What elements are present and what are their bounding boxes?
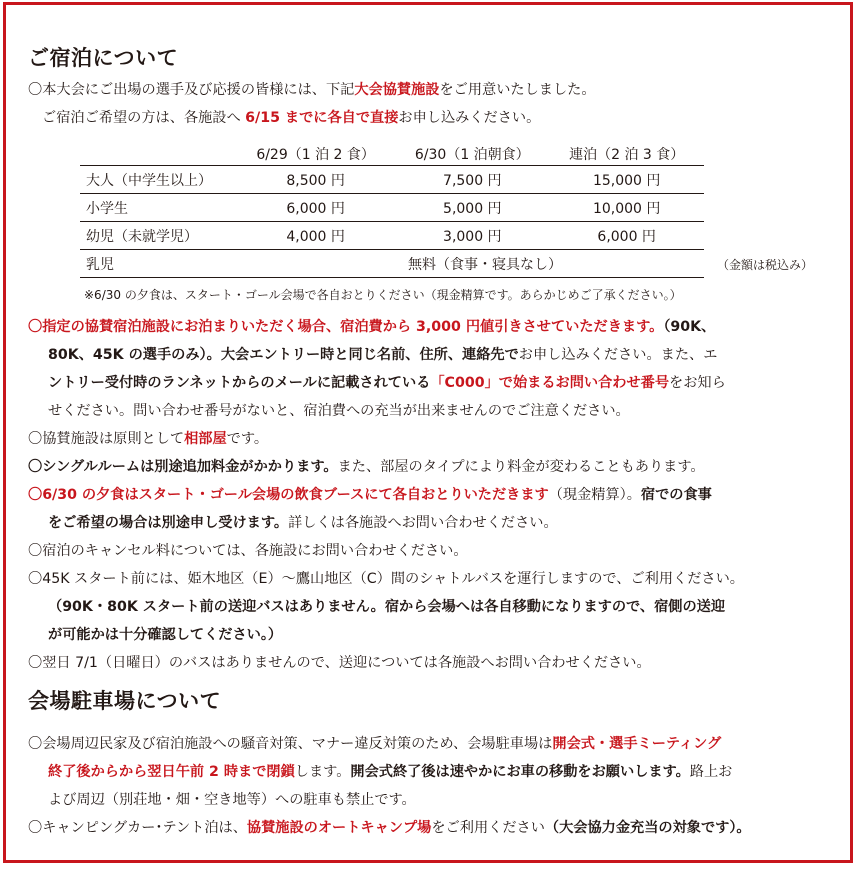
tax-note: （金額は税込み）: [717, 258, 814, 272]
intro1-text: 〇本大会にご出場の選手及び応援の皆様には、下記: [28, 82, 355, 98]
parking-heading: 会場駐車場について: [28, 689, 222, 713]
single-room-bold: 〇シングルルームは別途追加料金がかかります。: [28, 459, 338, 475]
row-label-adult: 大人（中学生以上）: [80, 166, 236, 194]
parking-line-2: [48, 763, 732, 781]
intro1-highlight: 大会協賛施設: [354, 82, 440, 98]
shuttle-line-1: 〇45K スタート前には、姫木地区（E）～鷹山地区（C）間のシャトルバスを運行しますので、ご利用ください。: [28, 571, 744, 587]
camping-note: [28, 819, 751, 837]
intro2-text: ご宿泊ご希望の方は、各施設へ: [42, 110, 246, 126]
camping-text: 〇キャンピングカー･テント泊は、: [28, 820, 247, 836]
table-row: [80, 166, 704, 194]
discount-scope: （90K、: [663, 319, 716, 335]
parking-highlight: 開会式・選手ミーティング: [552, 736, 722, 752]
discount-email-note: ントリー受付時のランネットからのメールに記載されている: [48, 375, 431, 391]
shared-room-note: [28, 430, 268, 448]
row-label-preschool: 幼児（未就学児）: [80, 222, 236, 250]
row-label-infant: 乳児: [80, 250, 236, 278]
dinner-highlight: 〇6/30 の夕食はスタート・ゴール会場の飲食ブースにて各自おとりいただきます: [28, 487, 549, 503]
header-0629: 6/29（1 泊 2 食）: [236, 143, 395, 166]
parking-text: 〇会場周辺民家及び宿泊施設への騒音対策、マナー違反対策のため、会場駐車場は: [28, 736, 553, 752]
fee-cell: 3,000 円: [395, 222, 549, 250]
table-row: [80, 194, 704, 222]
discount-requirement: 80K、45K の選手のみ）。大会エントリー時と同じ名前、住所、連絡先で: [48, 347, 519, 363]
discount-line-2: [48, 346, 717, 364]
intro-line-2: [42, 109, 540, 127]
dinner-cash: （現金精算）。: [548, 487, 641, 503]
parking-text-mid: します。: [294, 764, 351, 780]
discount-text-tail: をお知ら: [669, 375, 726, 391]
accommodation-heading: ご宿泊について: [28, 46, 179, 70]
cancel-note: 〇宿泊のキャンセル料については、各施設にお問い合わせください。: [28, 543, 468, 559]
discount-line-3: [48, 374, 726, 392]
fee-cell: 4,000 円: [236, 222, 395, 250]
row-label-elementary: 小学生: [80, 194, 236, 222]
table-row: [80, 222, 704, 250]
shuttle-line-2: （90K・80K スタート前の送迎バスはありません。宿から会場へは各自移動になりますので、宿側の送迎: [48, 599, 726, 615]
dinner-bold-2: をご希望の場合は別途申し受けます。: [48, 515, 289, 531]
fee-cell: 10,000 円: [549, 194, 704, 222]
infant-fee-cell: 無料（食事・寝具なし）: [236, 250, 704, 278]
discount-line-4: せください。問い合わせ番号がないと、宿泊費への充当が出来ませんのでご注意ください。: [48, 403, 630, 419]
nextday-note: 〇翌日 7/1（日曜日）のバスはありませんので、送迎については各施設へお問い合わせください。: [28, 655, 651, 671]
inquiry-number-highlight: 「C000」で始まるお問い合わせ番号: [430, 375, 670, 391]
discount-line-1: [28, 318, 715, 336]
shared-tail: です。: [226, 431, 269, 447]
dinner-line-1: [28, 486, 712, 504]
discount-highlight: 〇指定の協賛宿泊施設にお泊まりいただく場合、宿泊費から 3,000 円値引きさせていただきます。: [28, 319, 664, 335]
dinner-text: 詳しくは各施設へお問い合わせください。: [288, 515, 558, 531]
fee-cell: 7,500 円: [395, 166, 549, 194]
intro2-tail: お申し込みください。: [398, 110, 541, 126]
fee-cell: 6,000 円: [549, 222, 704, 250]
discount-text: お申し込みください。また、エ: [518, 347, 718, 363]
parking-text-tail: 路上お: [689, 764, 733, 780]
fee-cell: 8,500 円: [236, 166, 395, 194]
single-room-text: また、部屋のタイプにより料金が変わることもあります。: [337, 459, 705, 475]
camping-mid: をご利用ください: [431, 820, 545, 836]
intro-line-1: [28, 81, 596, 99]
intro2-highlight: 6/15 までに各自で直接: [245, 110, 399, 126]
intro1-tail: をご用意いたしました。: [439, 82, 596, 98]
camping-highlight: 協賛施設のオートキャンプ場: [246, 820, 432, 836]
dinner-bold: 宿での食事: [640, 487, 712, 503]
header-blank: [80, 143, 236, 166]
fee-table: [80, 143, 704, 278]
fee-cell: 15,000 円: [549, 166, 704, 194]
parking-closure: 終了後からから翌日午前 2 時まで閉鎖: [48, 764, 295, 780]
fee-cell: 6,000 円: [236, 194, 395, 222]
parking-request: 開会式終了後は速やかにお車の移動をお願いします。: [350, 764, 690, 780]
table-footnote: ※6/30 の夕食は、スタート・ゴール会場で各自おとりください（現金精算です。あらかじめご了承ください。）: [84, 288, 682, 302]
single-room-note: [28, 458, 705, 476]
header-0630: 6/30（1 泊朝食）: [395, 143, 549, 166]
shared-highlight: 相部屋: [184, 431, 227, 447]
parking-line-1: [28, 735, 721, 753]
dinner-line-2: [48, 514, 558, 532]
table-row: [80, 250, 704, 278]
camping-bold: （大会協力金充当の対象です）。: [544, 820, 751, 836]
shuttle-line-3: が可能かは十分確認してください。）: [48, 627, 283, 643]
parking-line-3: よび周辺（別荘地・畑・空き地等）への駐車も禁止です。: [48, 792, 416, 808]
fee-table-header: [80, 143, 704, 166]
header-consecutive: 連泊（2 泊 3 食）: [549, 143, 704, 166]
fee-cell: 5,000 円: [395, 194, 549, 222]
shared-text: 〇協賛施設は原則として: [28, 431, 185, 447]
